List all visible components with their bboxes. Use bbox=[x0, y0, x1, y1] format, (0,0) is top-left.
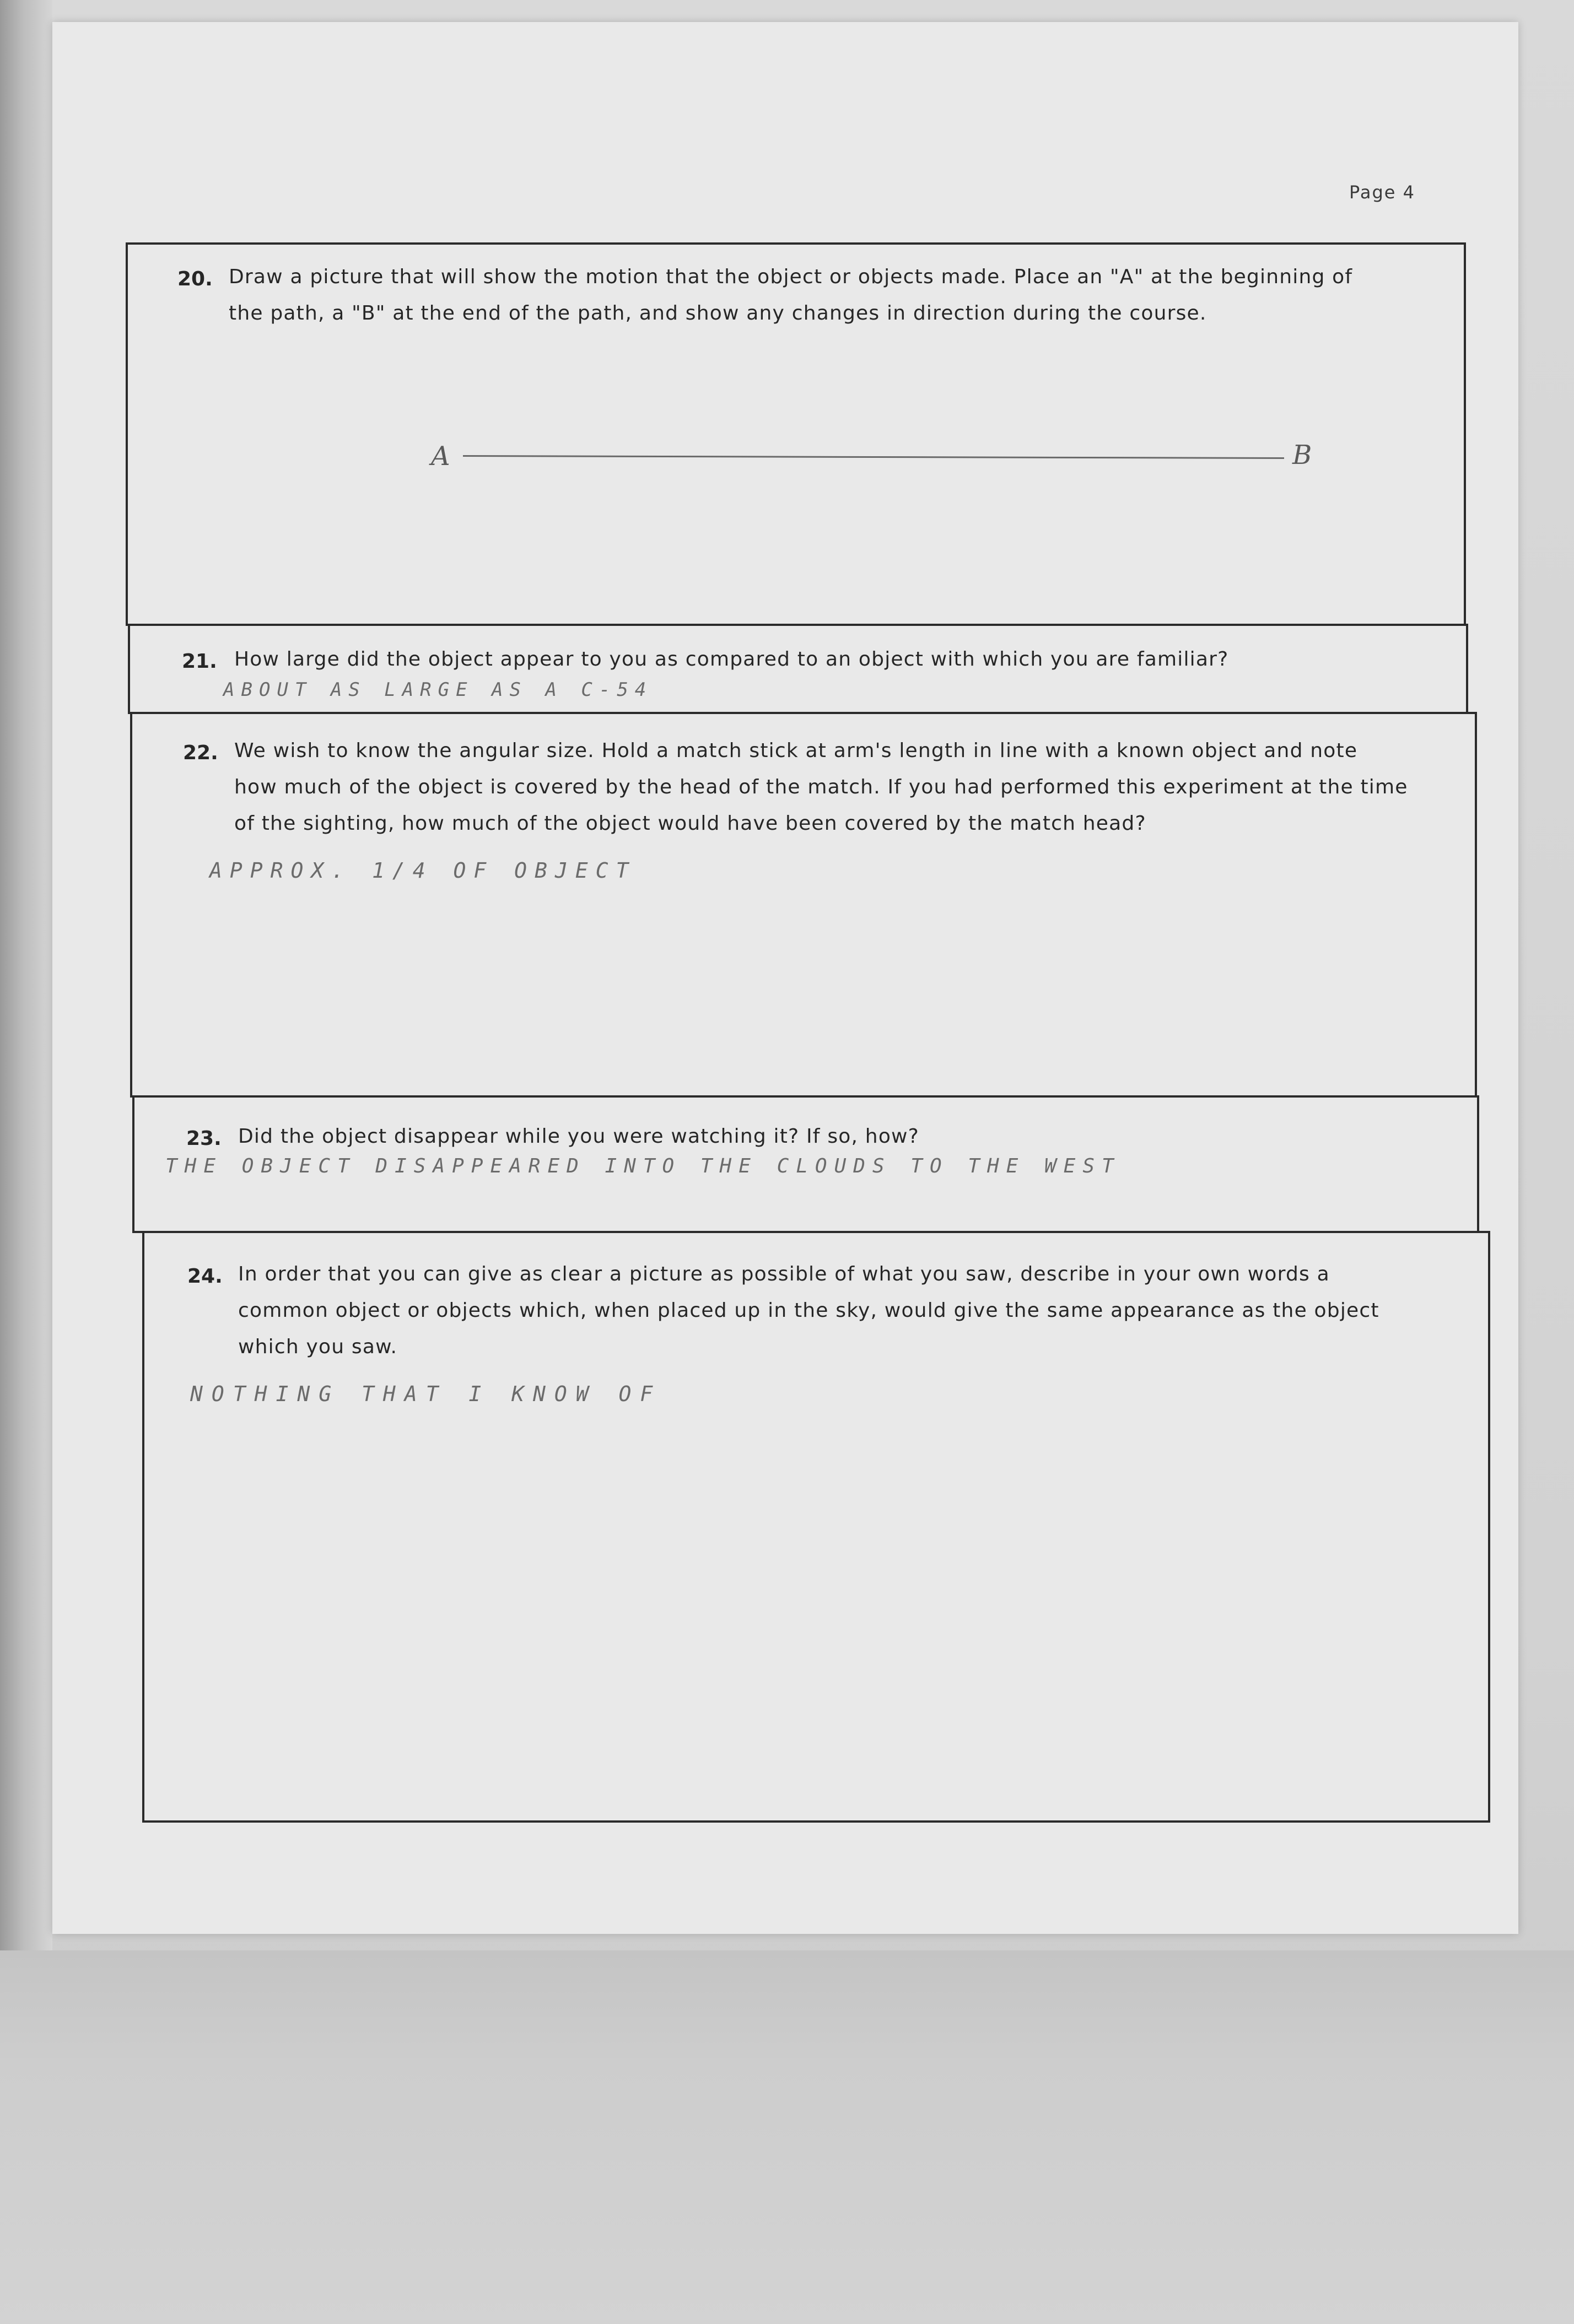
question-24-line-1: In order that you can give as clear a picture as possible of what you saw, describe in your own words a bbox=[238, 1263, 1330, 1285]
left-edge-shadow bbox=[0, 0, 52, 1950]
question-24-answer: NOTHING THAT I KNOW OF bbox=[190, 1382, 662, 1406]
question-21-number: 21. bbox=[182, 650, 217, 673]
question-23-number: 23. bbox=[186, 1127, 222, 1150]
path-start-label: A bbox=[431, 441, 450, 472]
question-22-number: 22. bbox=[183, 742, 218, 764]
question-22-line-3: of the sighting, how much of the object would have been covered by the match head? bbox=[234, 812, 1146, 835]
question-22-line-1: We wish to know the angular size. Hold a match stick at arm's length in line with a known object and note bbox=[234, 739, 1358, 762]
question-21-answer: ABOUT AS LARGE AS A C-54 bbox=[223, 679, 653, 701]
question-20-line-1: Draw a picture that will show the motion that the object or objects made. Place an "A" at the beginning of bbox=[229, 266, 1353, 288]
question-21-line-1: How large did the object appear to you as compared to an object with which you are familiar? bbox=[234, 648, 1229, 671]
path-end-label: B bbox=[1292, 440, 1312, 471]
question-22-line-2: how much of the object is covered by the head of the match. If you had performed this experiment at the time bbox=[234, 776, 1408, 798]
question-24-line-3: which you saw. bbox=[238, 1336, 398, 1358]
question-20-number: 20. bbox=[177, 268, 213, 290]
question-20-line-2: the path, a "B" at the end of the path, and show any changes in direction during the course. bbox=[229, 302, 1207, 325]
question-22-answer: APPROX. 1/4 OF OBJECT bbox=[209, 858, 637, 883]
question-23-line-1: Did the object disappear while you were watching it? If so, how? bbox=[238, 1125, 919, 1148]
question-23-answer: THE OBJECT DISAPPEARED INTO THE CLOUDS TO THE WEST bbox=[165, 1155, 1121, 1177]
question-24-line-2: common object or objects which, when placed up in the sky, would give the same appearance as the object bbox=[238, 1299, 1379, 1322]
bottom-surface bbox=[0, 1950, 1574, 2324]
question-24-number: 24. bbox=[187, 1265, 223, 1288]
page-number: Page 4 bbox=[1349, 182, 1415, 203]
